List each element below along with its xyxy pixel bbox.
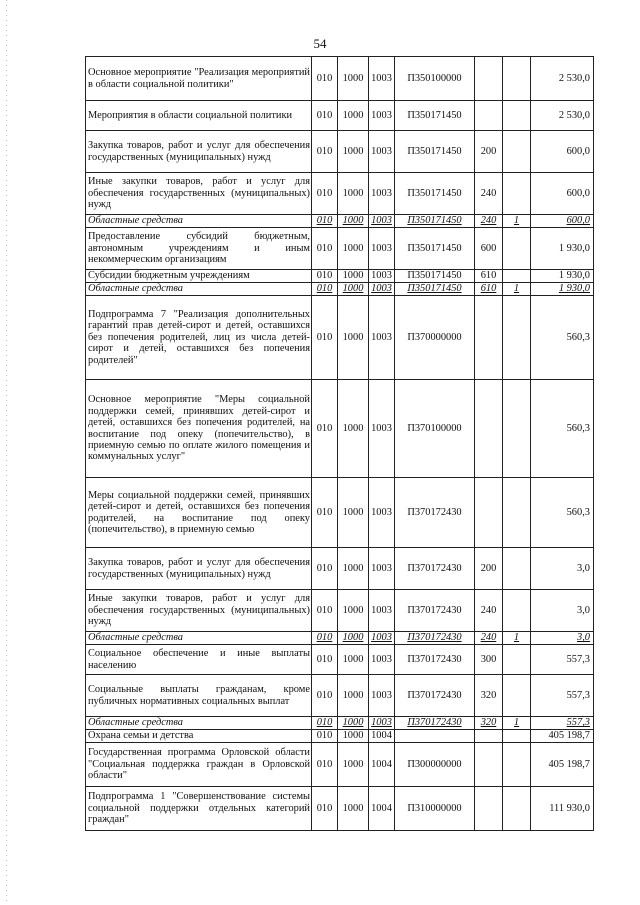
amount-cell: 3,0 xyxy=(531,590,594,632)
subsection-code-cell: 1003 xyxy=(369,717,395,730)
row-name-cell: Охрана семьи и детства xyxy=(86,730,312,743)
amount-cell: 111 930,0 xyxy=(531,787,594,831)
admin-code-cell: 010 xyxy=(312,131,338,173)
row-name-cell: Подпрограмма 1 "Совершенствование системы социальной поддержки отдельных категорий граждан" xyxy=(86,787,312,831)
subsection-code-cell: 1003 xyxy=(369,296,395,380)
table-row xyxy=(86,645,594,675)
row-name-cell: Субсидии бюджетным учреждениям xyxy=(86,270,312,283)
section-code-cell: 1000 xyxy=(338,743,369,787)
section-code-cell: 1000 xyxy=(338,645,369,675)
funding-source-cell: 1 xyxy=(503,283,531,296)
row-name-cell: Закупка товаров, работ и услуг для обеспечения государственных (муниципальных) нужд xyxy=(86,131,312,173)
amount-cell: 557,3 xyxy=(531,675,594,717)
funding-source-cell xyxy=(503,296,531,380)
target-article-cell: П350171450 xyxy=(395,131,475,173)
target-article-cell: П370172430 xyxy=(395,675,475,717)
admin-code-cell: 010 xyxy=(312,645,338,675)
amount-cell: 560,3 xyxy=(531,380,594,478)
subsection-code-cell: 1003 xyxy=(369,380,395,478)
target-article-cell: П350100000 xyxy=(395,57,475,101)
expense-type-cell xyxy=(475,296,503,380)
amount-cell: 405 198,7 xyxy=(531,743,594,787)
funding-source-cell xyxy=(503,270,531,283)
funding-source-cell xyxy=(503,730,531,743)
amount-cell: 600,0 xyxy=(531,173,594,215)
table-row xyxy=(86,173,594,215)
subsection-code-cell: 1003 xyxy=(369,228,395,270)
expense-type-cell: 300 xyxy=(475,645,503,675)
amount-cell: 600,0 xyxy=(531,131,594,173)
row-name-cell: Основное мероприятие "Реализация мероприятий в области социальной политики" xyxy=(86,57,312,101)
amount-cell: 2 530,0 xyxy=(531,101,594,131)
row-name-cell: Областные средства xyxy=(86,215,312,228)
subsection-code-cell: 1003 xyxy=(369,215,395,228)
expense-type-cell: 240 xyxy=(475,632,503,645)
subsection-code-cell: 1003 xyxy=(369,478,395,548)
section-code-cell: 1000 xyxy=(338,283,369,296)
target-article-cell: П350171450 xyxy=(395,173,475,215)
table-row xyxy=(86,101,594,131)
expense-type-cell: 240 xyxy=(475,173,503,215)
subsection-code-cell: 1003 xyxy=(369,283,395,296)
admin-code-cell: 010 xyxy=(312,730,338,743)
admin-code-cell: 010 xyxy=(312,590,338,632)
target-article-cell: П370000000 xyxy=(395,296,475,380)
subsection-code-cell: 1003 xyxy=(369,590,395,632)
row-name-cell: Закупка товаров, работ и услуг для обеспечения государственных (муниципальных) нужд xyxy=(86,548,312,590)
admin-code-cell: 010 xyxy=(312,283,338,296)
section-code-cell: 1000 xyxy=(338,548,369,590)
row-name-cell: Мероприятия в области социальной политики xyxy=(86,101,312,131)
target-article-cell: П370172430 xyxy=(395,478,475,548)
row-name-cell: Областные средства xyxy=(86,632,312,645)
admin-code-cell: 010 xyxy=(312,215,338,228)
target-article-cell: П370172430 xyxy=(395,632,475,645)
section-code-cell: 1000 xyxy=(338,717,369,730)
funding-source-cell xyxy=(503,478,531,548)
expense-type-cell xyxy=(475,730,503,743)
funding-source-cell xyxy=(503,548,531,590)
amount-cell: 600,0 xyxy=(531,215,594,228)
admin-code-cell: 010 xyxy=(312,380,338,478)
target-article-cell xyxy=(395,730,475,743)
expense-type-cell: 240 xyxy=(475,215,503,228)
table-row xyxy=(86,632,594,645)
target-article-cell: П310000000 xyxy=(395,787,475,831)
section-code-cell: 1000 xyxy=(338,296,369,380)
section-code-cell: 1000 xyxy=(338,632,369,645)
admin-code-cell: 010 xyxy=(312,228,338,270)
amount-cell: 557,3 xyxy=(531,645,594,675)
target-article-cell: П300000000 xyxy=(395,743,475,787)
funding-source-cell xyxy=(503,380,531,478)
expense-type-cell: 200 xyxy=(475,131,503,173)
row-name-cell: Основное мероприятие "Меры социальной поддержки семей, принявших детей-сирот и детей, оставшихся без попечения родителей, на воспитание под опеку (попечительство), в приемную семью по оплате жилого помещения и коммунальных услуг" xyxy=(86,380,312,478)
amount-cell: 560,3 xyxy=(531,296,594,380)
admin-code-cell: 010 xyxy=(312,787,338,831)
subsection-code-cell: 1003 xyxy=(369,131,395,173)
funding-source-cell: 1 xyxy=(503,717,531,730)
subsection-code-cell: 1003 xyxy=(369,57,395,101)
table-row xyxy=(86,717,594,730)
funding-source-cell xyxy=(503,101,531,131)
section-code-cell: 1000 xyxy=(338,228,369,270)
admin-code-cell: 010 xyxy=(312,101,338,131)
subsection-code-cell: 1004 xyxy=(369,787,395,831)
subsection-code-cell: 1003 xyxy=(369,645,395,675)
binder-margin-line xyxy=(6,0,7,905)
section-code-cell: 1000 xyxy=(338,57,369,101)
expense-type-cell xyxy=(475,787,503,831)
section-code-cell: 1000 xyxy=(338,131,369,173)
table-row xyxy=(86,730,594,743)
row-name-cell: Государственная программа Орловской области "Социальная поддержка граждан в Орловской области" xyxy=(86,743,312,787)
funding-source-cell: 1 xyxy=(503,215,531,228)
target-article-cell: П370172430 xyxy=(395,548,475,590)
amount-cell: 1 930,0 xyxy=(531,228,594,270)
row-name-cell: Иные закупки товаров, работ и услуг для обеспечения государственных (муниципальных) нужд xyxy=(86,590,312,632)
admin-code-cell: 010 xyxy=(312,296,338,380)
amount-cell: 405 198,7 xyxy=(531,730,594,743)
expense-type-cell: 610 xyxy=(475,270,503,283)
funding-source-cell xyxy=(503,675,531,717)
table-row xyxy=(86,675,594,717)
section-code-cell: 1000 xyxy=(338,675,369,717)
row-name-cell: Областные средства xyxy=(86,717,312,730)
amount-cell: 3,0 xyxy=(531,548,594,590)
target-article-cell: П350171450 xyxy=(395,215,475,228)
admin-code-cell: 010 xyxy=(312,173,338,215)
expense-type-cell: 600 xyxy=(475,228,503,270)
table-row xyxy=(86,57,594,101)
funding-source-cell xyxy=(503,57,531,101)
row-name-cell: Социальное обеспечение и иные выплаты населению xyxy=(86,645,312,675)
admin-code-cell: 010 xyxy=(312,548,338,590)
row-name-cell: Социальные выплаты гражданам, кроме публичных нормативных социальных выплат xyxy=(86,675,312,717)
expense-type-cell: 200 xyxy=(475,548,503,590)
expense-type-cell xyxy=(475,743,503,787)
funding-source-cell xyxy=(503,228,531,270)
table-row xyxy=(86,380,594,478)
table-row xyxy=(86,296,594,380)
funding-source-cell xyxy=(503,787,531,831)
section-code-cell: 1000 xyxy=(338,590,369,632)
section-code-cell: 1000 xyxy=(338,215,369,228)
admin-code-cell: 010 xyxy=(312,717,338,730)
funding-source-cell xyxy=(503,645,531,675)
amount-cell: 557,3 xyxy=(531,717,594,730)
table-row xyxy=(86,478,594,548)
table-row xyxy=(86,283,594,296)
section-code-cell: 1000 xyxy=(338,730,369,743)
target-article-cell: П370172430 xyxy=(395,645,475,675)
expense-type-cell xyxy=(475,57,503,101)
page-number: 54 xyxy=(313,36,327,51)
target-article-cell: П350171450 xyxy=(395,270,475,283)
row-name-cell: Подпрограмма 7 "Реализация дополнительных гарантий прав детей-сирот и детей, оставшихся без попечения родителей, лиц из числа детей-сирот и детей, оставшихся без попечения родителей" xyxy=(86,296,312,380)
amount-cell: 2 530,0 xyxy=(531,57,594,101)
funding-source-cell xyxy=(503,743,531,787)
amount-cell: 560,3 xyxy=(531,478,594,548)
expense-type-cell xyxy=(475,478,503,548)
funding-source-cell xyxy=(503,131,531,173)
table-row xyxy=(86,228,594,270)
funding-source-cell xyxy=(503,173,531,215)
admin-code-cell: 010 xyxy=(312,57,338,101)
row-name-cell: Иные закупки товаров, работ и услуг для обеспечения государственных (муниципальных) нужд xyxy=(86,173,312,215)
table-row xyxy=(86,548,594,590)
target-article-cell: П370100000 xyxy=(395,380,475,478)
table-row xyxy=(86,215,594,228)
expense-type-cell: 610 xyxy=(475,283,503,296)
row-name-cell: Предоставление субсидий бюджетным, автономным учреждениям и иным некоммерческим организациям xyxy=(86,228,312,270)
subsection-code-cell: 1003 xyxy=(369,548,395,590)
admin-code-cell: 010 xyxy=(312,675,338,717)
subsection-code-cell: 1003 xyxy=(369,632,395,645)
expense-type-cell: 320 xyxy=(475,717,503,730)
subsection-code-cell: 1004 xyxy=(369,730,395,743)
funding-source-cell: 1 xyxy=(503,632,531,645)
row-name-cell: Областные средства xyxy=(86,283,312,296)
subsection-code-cell: 1003 xyxy=(369,270,395,283)
subsection-code-cell: 1003 xyxy=(369,173,395,215)
expense-type-cell xyxy=(475,380,503,478)
target-article-cell: П350171450 xyxy=(395,283,475,296)
section-code-cell: 1000 xyxy=(338,101,369,131)
target-article-cell: П350171450 xyxy=(395,101,475,131)
subsection-code-cell: 1004 xyxy=(369,743,395,787)
expense-type-cell: 320 xyxy=(475,675,503,717)
row-name-cell: Меры социальной поддержки семей, принявших детей-сирот и детей, оставшихся без попечения родителей, на воспитание под опеку (попечительство), в приемную семью xyxy=(86,478,312,548)
budget-table xyxy=(85,56,594,831)
expense-type-cell: 240 xyxy=(475,590,503,632)
amount-cell: 1 930,0 xyxy=(531,283,594,296)
amount-cell: 3,0 xyxy=(531,632,594,645)
subsection-code-cell: 1003 xyxy=(369,675,395,717)
target-article-cell: П370172430 xyxy=(395,590,475,632)
table-row xyxy=(86,743,594,787)
section-code-cell: 1000 xyxy=(338,173,369,215)
section-code-cell: 1000 xyxy=(338,270,369,283)
section-code-cell: 1000 xyxy=(338,478,369,548)
target-article-cell: П350171450 xyxy=(395,228,475,270)
section-code-cell: 1000 xyxy=(338,380,369,478)
amount-cell: 1 930,0 xyxy=(531,270,594,283)
table-body xyxy=(86,57,594,831)
table-row xyxy=(86,131,594,173)
expense-type-cell xyxy=(475,101,503,131)
target-article-cell: П370172430 xyxy=(395,717,475,730)
admin-code-cell: 010 xyxy=(312,270,338,283)
table-row xyxy=(86,787,594,831)
admin-code-cell: 010 xyxy=(312,743,338,787)
subsection-code-cell: 1003 xyxy=(369,101,395,131)
table-row xyxy=(86,270,594,283)
table-row xyxy=(86,590,594,632)
funding-source-cell xyxy=(503,590,531,632)
section-code-cell: 1000 xyxy=(338,787,369,831)
admin-code-cell: 010 xyxy=(312,478,338,548)
admin-code-cell: 010 xyxy=(312,632,338,645)
